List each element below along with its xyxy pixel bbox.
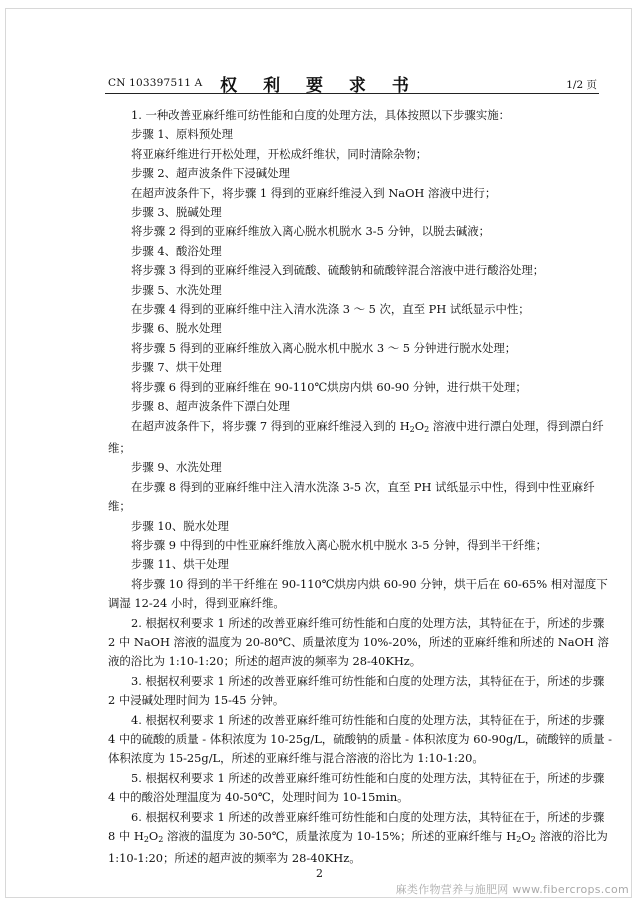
step-4-text: 将步骤 3 得到的亚麻纤维浸入到硫酸、硫酸钠和硫酸锌混合溶液中进行酸浴处理；	[131, 263, 545, 278]
step-3-title: 步骤 3、脱碱处理	[131, 205, 222, 220]
claim-6-text-c: 溶液的浴比为 1:10-1:20；所述的超声波的频率为 28-40KHz。	[108, 829, 608, 866]
document-title: 权 利 要 求 书	[220, 76, 419, 96]
claim-6-text-mid2: O	[521, 829, 531, 844]
claim-5: 5. 根据权利要求 1 所述的改善亚麻纤维可纺性能和白度的处理方法，其特征在于，所述的步骤 4 中的酸浴处理温度为 40-50℃，处理时间为 10-15min。	[108, 770, 605, 805]
patent-number: CN 103397511 A	[108, 77, 203, 89]
claims-body	[108, 106, 614, 869]
step-7-text: 将步骤 6 得到的亚麻纤维在 90-110℃烘房内烘 60-90 分钟，进行烘干处理；	[131, 379, 527, 394]
step-10-title: 步骤 10、脱水处理	[131, 518, 229, 533]
step-3-text: 将步骤 2 得到的亚麻纤维放入离心脱水机脱水 3-5 分钟，以脱去碱液；	[131, 224, 491, 239]
step-2-text: 在超声波条件下，将步骤 1 得到的亚麻纤维浸入到 NaOH 溶液中进行；	[131, 185, 497, 200]
subscript: 2	[409, 424, 415, 434]
step-4-title: 步骤 4、酸浴处理	[131, 243, 222, 258]
watermark: 麻类作物营养与施肥网 www.fibercrops.com	[395, 883, 629, 896]
step-8-text-b: 溶液中进行漂白处理，得到漂白纤维；	[108, 418, 604, 455]
step-2-title: 步骤 2、超声波条件下浸碱处理	[131, 166, 290, 181]
subscript: 2	[424, 424, 430, 434]
claim-4: 4. 根据权利要求 1 所述的改善亚麻纤维可纺性能和白度的处理方法，其特征在于，所述的步骤 4 中的硫酸的质量 - 体积浓度为 10-25g/L，硫酸钠的质量 - 体积浓度为 60-90g/L，硫酸锌的质量 - 体积浓度为 15-25g/L，所述的亚麻纤维与混合溶液的浴比为 1:10-1:20。	[108, 712, 612, 766]
claim-2: 2. 根据权利要求 1 所述的改善亚麻纤维可纺性能和白度的处理方法，其特征在于，所述的步骤 2 中 NaOH 溶液的温度为 20-80℃、质量浓度为 10%-20%，所述的亚麻纤维和所述的 NaOH 溶液的浴比为 1:10-1:20；所述的超声波的频率为 28-40KHz。	[108, 615, 609, 669]
step-11-text: 将步骤 10 得到的半干纤维在 90-110℃烘房内烘 60-90 分钟，烘干后在 60-65% 相对湿度下调湿 12-24 小时，得到亚麻纤维。	[108, 576, 608, 611]
claim-6-text-mid: O	[148, 829, 159, 844]
header-divider	[105, 93, 599, 94]
subscript: 2	[530, 835, 536, 845]
claim-6-text-a: 6. 根据权利要求 1 所述的改善亚麻纤维可纺性能和白度的处理方法，其特征在于，所述的步骤 8 中 H	[108, 809, 605, 844]
step-7-title: 步骤 7、烘干处理	[131, 360, 222, 375]
step-1-text: 将亚麻纤维进行开松处理，开松成纤维状，同时清除杂物；	[131, 146, 428, 161]
subscript: 2	[516, 835, 522, 845]
subscript: 2	[158, 835, 164, 845]
step-8-text-a: 在超声波条件下，将步骤 7 得到的亚麻纤维浸入到的 H	[131, 418, 410, 433]
claim-6	[108, 808, 614, 869]
step-10-text: 将步骤 9 中得到的中性亚麻纤维放入离心脱水机中脱水 3-5 分钟，得到半干纤维；	[131, 537, 547, 552]
claim-3: 3. 根据权利要求 1 所述的改善亚麻纤维可纺性能和白度的处理方法，其特征在于，所述的步骤 2 中浸碱处理时间为 15-45 分钟。	[108, 673, 605, 708]
step-11-title: 步骤 11、烘干处理	[131, 557, 229, 572]
step-8-text	[108, 417, 614, 459]
step-8-text-mid: O	[414, 418, 425, 433]
step-9-title: 步骤 9、水洗处理	[131, 460, 222, 475]
step-5-text: 在步骤 4 得到的亚麻纤维中注入清水洗涤 3 ～ 5 次，直至 PH 试纸显示中性；	[131, 302, 530, 317]
step-6-title: 步骤 6、脱水处理	[131, 321, 222, 336]
subscript: 2	[143, 835, 149, 845]
page-label: 1/2 页	[566, 79, 597, 91]
step-9-text: 在步骤 8 得到的亚麻纤维中注入清水洗涤 3-5 次，直至 PH 试纸显示中性，得到中性亚麻纤维；	[108, 479, 595, 514]
claim-6-text-b: 溶液的温度为 30-50℃，质量浓度为 10-15%；所述的亚麻纤维与 H	[163, 829, 517, 844]
page-number: 2	[316, 867, 323, 880]
step-8-title: 步骤 8、超声波条件下漂白处理	[131, 399, 290, 414]
step-1-title: 步骤 1、原料预处理	[131, 127, 233, 142]
page-header	[0, 0, 639, 100]
claim-1-intro: 1. 一种改善亚麻纤维可纺性能和白度的处理方法，具体按照以下步骤实施：	[131, 108, 510, 122]
step-6-text: 将步骤 5 得到的亚麻纤维放入离心脱水机中脱水 3 ～ 5 分钟进行脱水处理；	[131, 340, 517, 355]
step-5-title: 步骤 5、水洗处理	[131, 282, 222, 297]
